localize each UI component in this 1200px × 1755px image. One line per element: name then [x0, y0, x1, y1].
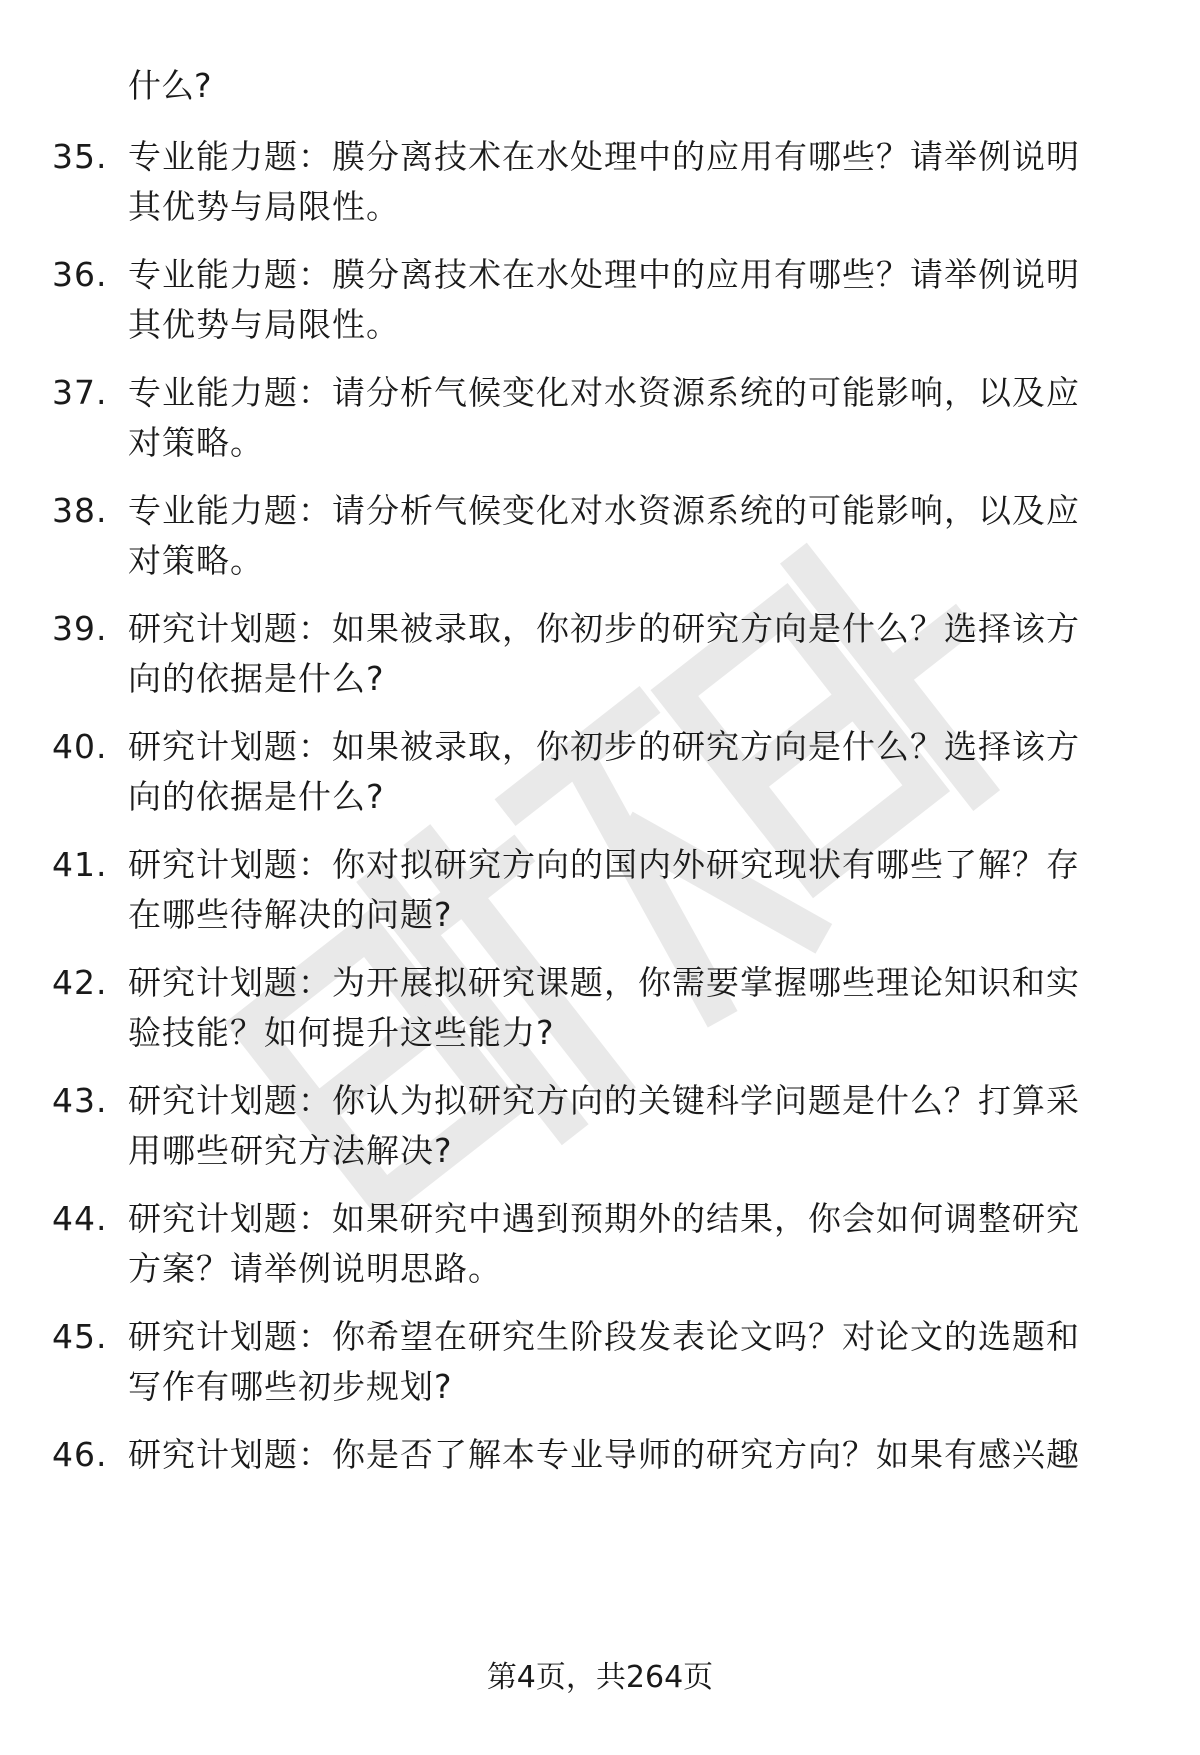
- question-item: [0, 132, 1200, 232]
- question-item: [0, 486, 1200, 586]
- question-text: 研究计划题：你对拟研究方向的国内外研究现状有哪些了解？存 在哪些待解决的问题?: [128, 845, 1080, 934]
- question-number: 36.: [52, 255, 108, 294]
- page-footer: 第4页，共264页: [486, 1660, 714, 1695]
- question-text: 研究计划题：你是否了解本专业导师的研究方向？如果有感兴趣: [128, 1435, 1080, 1474]
- question-number: 42.: [52, 963, 108, 1002]
- question-number: 39.: [52, 609, 108, 648]
- question-item: [0, 722, 1200, 822]
- question-number: 43.: [52, 1081, 108, 1120]
- question-number: 35.: [52, 137, 108, 176]
- question-number: 44.: [52, 1199, 108, 1238]
- question-text: 研究计划题：你认为拟研究方向的关键科学问题是什么？打算采 用哪些研究方法解决?: [128, 1081, 1080, 1170]
- question-number: 38.: [52, 491, 108, 530]
- question-text: 研究计划题：如果研究中遇到预期外的结果，你会如何调整研究 方案？请举例说明思路。: [128, 1199, 1080, 1288]
- question-item: [0, 1430, 1200, 1530]
- continued-text: 什么?: [128, 66, 212, 105]
- question-text: 专业能力题：膜分离技术在水处理中的应用有哪些？请举例说明 其优势与局限性。: [128, 137, 1080, 226]
- question-item: [0, 1194, 1200, 1294]
- question-item: [0, 250, 1200, 350]
- question-number: 37.: [52, 373, 108, 412]
- question-number: 46.: [52, 1435, 108, 1474]
- question-text: 研究计划题：如果被录取，你初步的研究方向是什么？选择该方 向的依据是什么?: [128, 727, 1080, 816]
- question-item: [0, 368, 1200, 468]
- question-item: [0, 1076, 1200, 1176]
- question-item: [0, 958, 1200, 1058]
- question-text: 专业能力题：膜分离技术在水处理中的应用有哪些？请举例说明 其优势与局限性。: [128, 255, 1080, 344]
- question-item: [0, 840, 1200, 940]
- question-number: 45.: [52, 1317, 108, 1356]
- question-number: 40.: [52, 727, 108, 766]
- question-text: 专业能力题：请分析气候变化对水资源系统的可能影响，以及应 对策略。: [128, 491, 1080, 580]
- question-text: 研究计划题：如果被录取，你初步的研究方向是什么？选择该方 向的依据是什么?: [128, 609, 1080, 698]
- question-number: 41.: [52, 845, 108, 884]
- question-text: 专业能力题：请分析气候变化对水资源系统的可能影响，以及应 对策略。: [128, 373, 1080, 462]
- question-text: 研究计划题：为开展拟研究课题，你需要掌握哪些理论知识和实 验技能？如何提升这些能力?: [128, 963, 1080, 1052]
- question-text: 研究计划题：你希望在研究生阶段发表论文吗？对论文的选题和 写作有哪些初步规划?: [128, 1317, 1080, 1406]
- question-item: [0, 604, 1200, 704]
- question-item: [0, 1312, 1200, 1412]
